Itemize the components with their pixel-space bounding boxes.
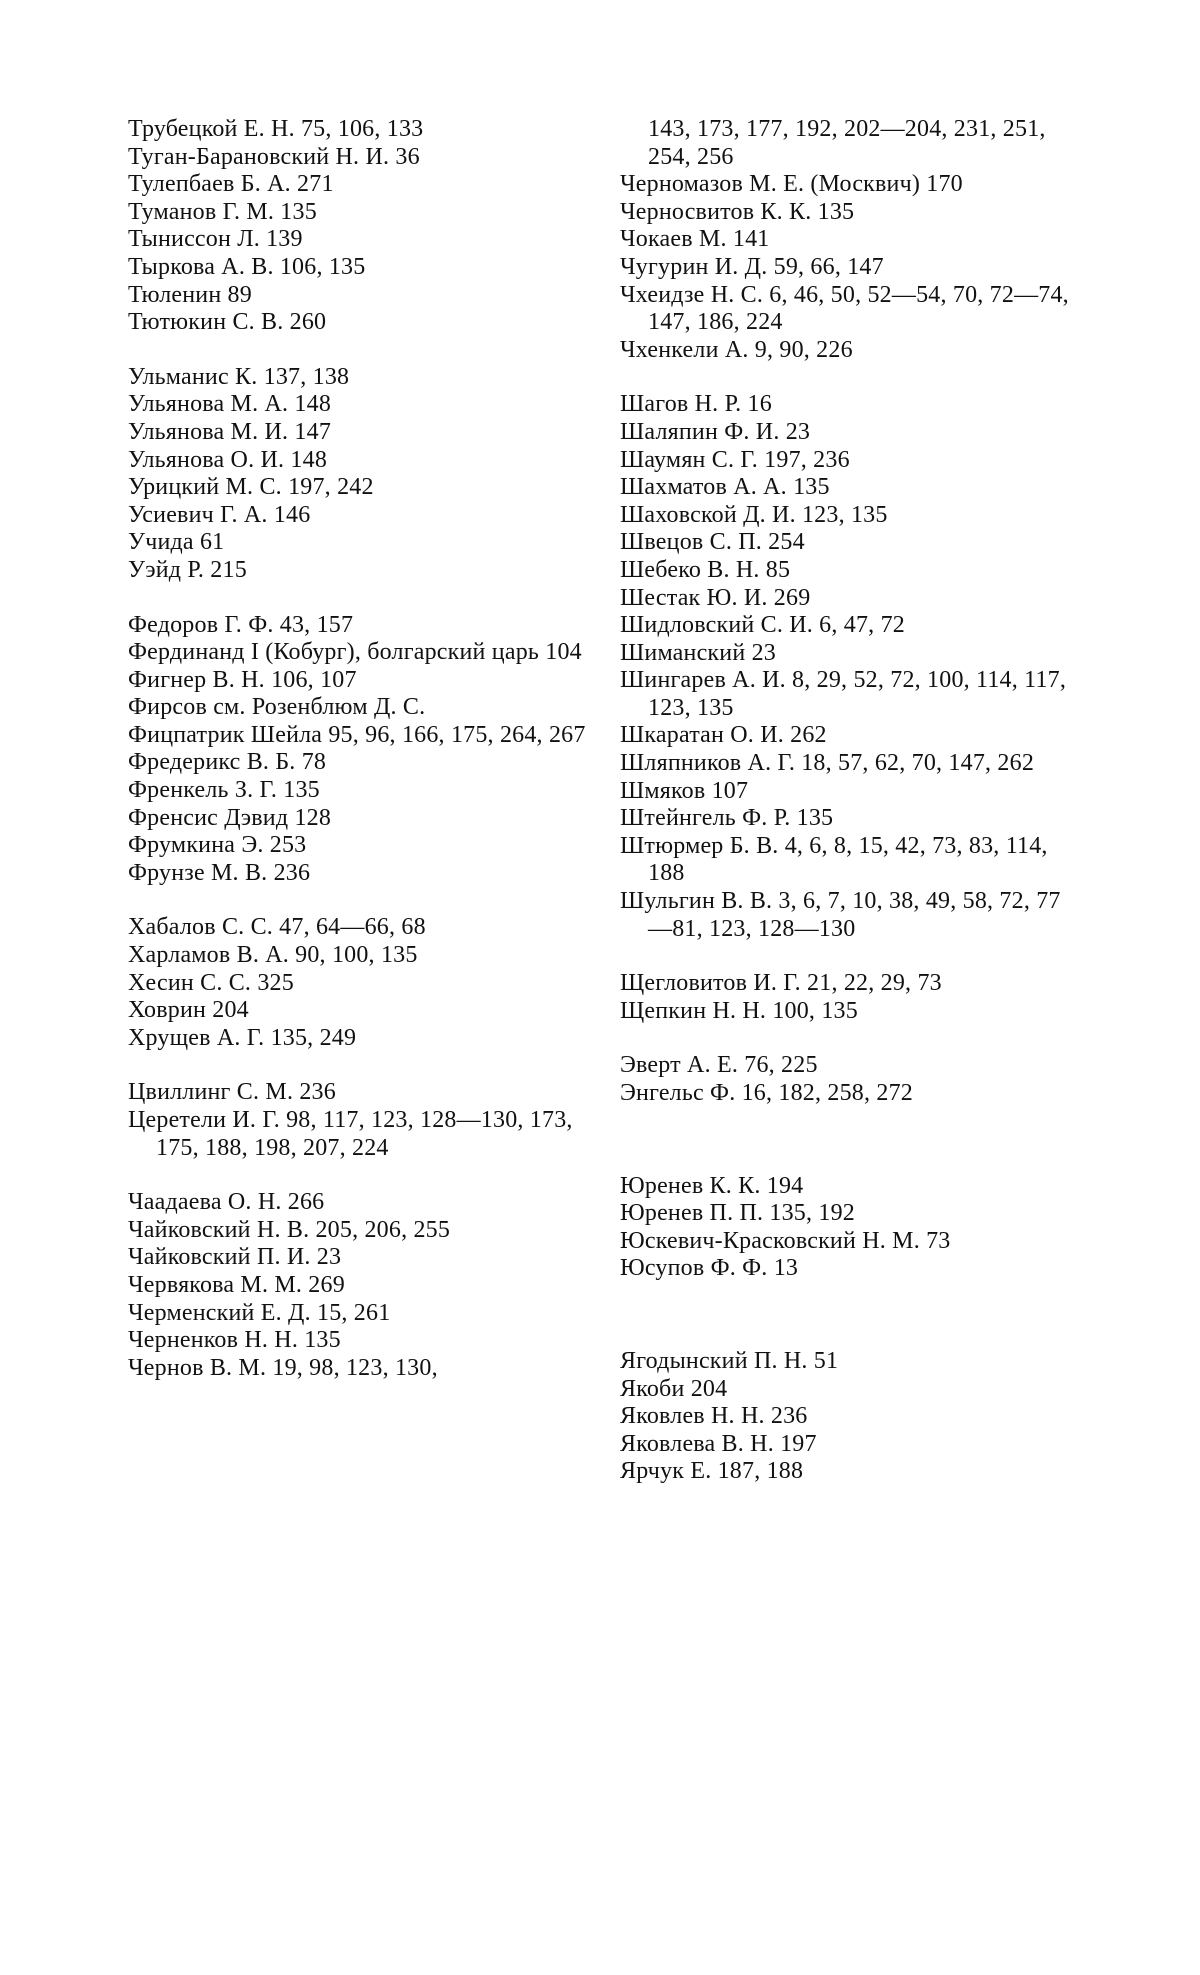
index-entry: Тыркова А. В. 106, 135 [128,253,366,280]
index-entry: Якоби 204 [620,1375,728,1402]
index-entry: Чхенкели А. 9, 90, 226 [620,336,853,363]
index-entry: Френкель З. Г. 135 [128,777,320,804]
index-group-f [128,612,588,888]
index-group-sh [620,391,1080,943]
index-entry: Яковлев Н. Н. 236 [620,1403,808,1430]
index-group-ch [128,1189,588,1382]
index-column-right [620,116,1080,1513]
index-entry: Чокаев М. 141 [620,226,770,253]
index-entry: Чугурин И. Д. 59, 66, 147 [620,253,884,280]
index-entry: Федоров Г. Ф. 43, 157 [128,611,354,638]
index-entry: Хрущев А. Г. 135, 249 [128,1024,357,1051]
index-entry: Ярчук Е. 187, 188 [620,1458,804,1485]
index-group-ch-cont [620,116,1080,364]
index-entry: Шингарев А. И. 8, 29, 52, 72, 100, 114, 117, 123, 135 [620,667,1067,721]
index-entry: Шляпников А. Г. 18, 57, 62, 70, 147, 262 [620,750,1035,777]
index-group-t [128,116,588,337]
index-entry-continuation: 143, 173, 177, 192, 202—204, 231, 251, 254, 256 [648,116,1046,170]
index-entry: Тюленин 89 [128,281,252,308]
index-entry: Шебеко В. Н. 85 [620,556,791,583]
index-group-u [128,364,588,585]
index-entry: Шагов Н. Р. 16 [620,391,772,418]
index-entry: Туманов Г. М. 135 [128,198,317,225]
index-group-shch [620,970,1080,1025]
index-entry: Тулепбаев Б. А. 271 [128,171,334,198]
index-entry: Юренев К. К. 194 [620,1172,804,1199]
index-entry: Хесин С. С. 325 [128,969,294,996]
index-entry: Ульянова М. А. 148 [128,391,332,418]
index-entry: Юсупов Ф. Ф. 13 [620,1255,799,1282]
index-entry: Энгельс Ф. 16, 182, 258, 272 [620,1080,914,1106]
index-entry: Тютюкин С. В. 260 [128,309,327,336]
index-entry: Шмяков 107 [620,777,749,804]
index-entry: Черменский Е. Д. 15, 261 [128,1299,391,1326]
index-entry: Черномазов М. Е. (Москвич) 170 [620,171,963,198]
index-entry: Чаадаева О. Н. 266 [128,1189,325,1216]
index-entry: Ховрин 204 [128,997,249,1024]
index-column-left [128,116,588,1409]
index-entry: Шестак Ю. И. 269 [620,584,811,611]
index-entry: Фредерикс В. Б. 78 [128,749,327,776]
index-entry: Тыниссон Л. 139 [128,226,303,253]
index-entry: Фердинанд I (Кобург), болгарский царь 104 [128,639,582,666]
index-entry: Штюрмер Б. В. 4, 6, 8, 15, 42, 73, 83, 114, 188 [620,832,1048,887]
index-group-ts [128,1079,588,1162]
group-spacer [620,1135,1080,1173]
index-entry: Уэйд Р. 215 [128,556,247,583]
index-entry: Щегловитов И. Г. 21, 22, 29, 73 [620,970,942,997]
index-entry: Щепкин Н. Н. 100, 135 [620,997,858,1024]
index-entry: Чайковский П. И. 23 [128,1244,342,1271]
index-entry: Червякова М. М. 269 [128,1271,345,1298]
index-entry: Черносвитов К. К. 135 [620,198,855,225]
index-entry: Фигнер В. Н. 106, 107 [128,666,357,693]
index-entry: Яковлева В. Н. 197 [620,1430,817,1457]
index-entry: Ульманис К. 137, 138 [128,363,350,390]
index-entry: Черненков Н. Н. 135 [128,1327,341,1354]
index-entry: Харламов В. А. 90, 100, 135 [128,942,418,969]
index-entry: Цвиллинг С. М. 236 [128,1079,336,1106]
index-group-e [620,1052,1080,1107]
index-entry: Швецов С. П. 254 [620,529,805,556]
index-entry: Шаховской Д. И. 123, 135 [620,501,888,528]
index-entry: Чайковский Н. В. 205, 206, 255 [128,1216,451,1243]
index-entry: Фирсов см. Розенблюм Д. С. [128,694,426,721]
index-entry: Шаумян С. Г. 197, 236 [620,446,850,473]
index-entry: Шахматов А. А. 135 [620,474,830,501]
index-group-ya [620,1348,1080,1486]
index-group-kh [128,914,588,1052]
index-entry: Туган-Барановский Н. И. 36 [128,143,420,170]
index-entry: Ульянова М. И. 147 [128,418,332,445]
index-entry: Фрунзе М. В. 236 [128,859,311,886]
index-entry: Шкаратан О. И. 262 [620,722,827,749]
index-entry: Учида 61 [128,529,225,556]
index-group-yu [620,1173,1080,1283]
index-entry: Урицкий М. С. 197, 242 [128,474,374,501]
index-entry: Хабалов С. С. 47, 64—66, 68 [128,914,426,941]
index-entry: Ульянова О. И. 148 [128,446,328,473]
index-entry: Чхеидзе Н. С. 6, 46, 50, 52—54, 70, 72—74, 147, 186, 224 [620,281,1069,336]
index-entry: Шиманский 23 [620,639,776,666]
index-entry: Церетели И. Г. 98, 117, 123, 128—130, 173, 175, 188, 198, 207, 224 [128,1107,573,1161]
index-entry: Френсис Дэвид 128 [128,804,332,831]
index-entry: Ягодынский П. Н. 51 [620,1347,839,1374]
index-entry: Фрумкина Э. 253 [128,832,307,859]
index-entry: Шаляпин Ф. И. 23 [620,418,811,445]
index-entry: Юренев П. П. 135, 192 [620,1200,856,1227]
index-entry: Чернов В. М. 19, 98, 123, 130, [128,1354,438,1381]
index-entry: Шульгин В. В. 3, 6, 7, 10, 38, 49, 58, 72, 77—81, 123, 128—130 [620,888,1061,942]
index-entry: Шидловский С. И. 6, 47, 72 [620,612,905,639]
index-entry: Фицпатрик Шейла 95, 96, 166, 175, 264, 267 [128,721,586,748]
index-entry: Трубецкой Е. Н. 75, 106, 133 [128,116,424,142]
group-spacer [620,1310,1080,1348]
index-entry: Штейнгель Ф. Р. 135 [620,805,834,832]
index-entry: Юскевич-Красковский Н. М. 73 [620,1227,951,1254]
index-entry: Усиевич Г. А. 146 [128,501,311,528]
index-entry: Эверт А. Е. 76, 225 [620,1052,818,1079]
